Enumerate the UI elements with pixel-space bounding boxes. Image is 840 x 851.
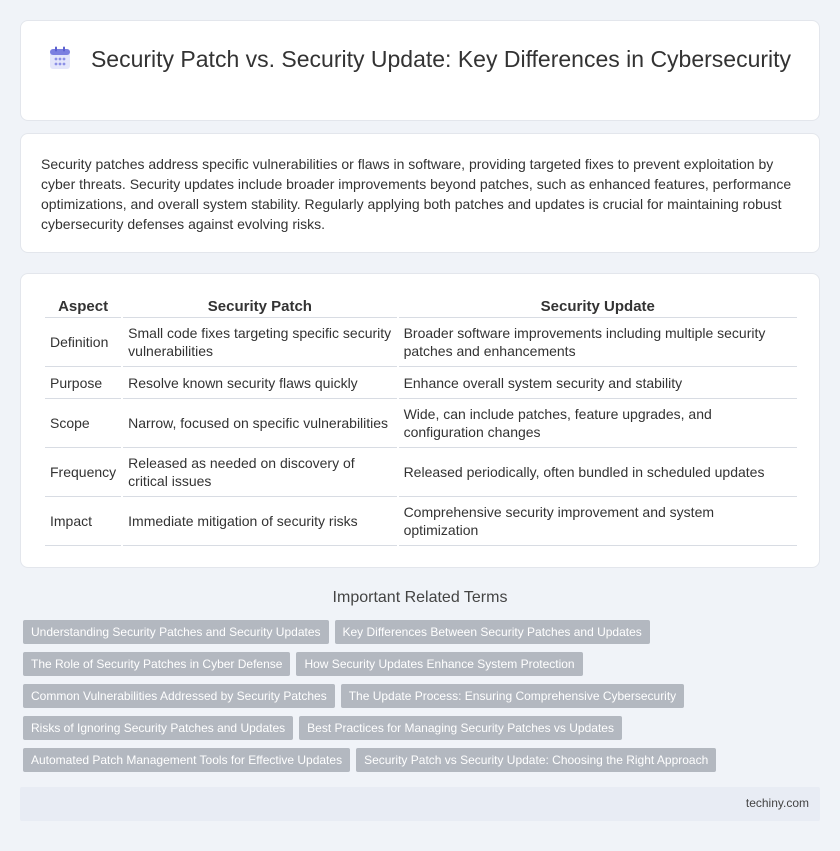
row-aspect: Impact	[45, 497, 121, 546]
row-update: Broader software improvements including multiple security patches and enhancements	[399, 318, 797, 367]
table-row	[45, 399, 797, 448]
related-term-tag[interactable]: How Security Updates Enhance System Protection	[296, 652, 582, 676]
row-patch: Narrow, focused on specific vulnerabilities	[123, 399, 396, 448]
related-term-tag[interactable]: Common Vulnerabilities Addressed by Security Patches	[23, 684, 335, 708]
table-row	[45, 318, 797, 367]
related-terms-list	[23, 620, 823, 780]
related-term-tag[interactable]: Risks of Ignoring Security Patches and Updates	[23, 716, 293, 740]
related-term-tag[interactable]: Best Practices for Managing Security Patches vs Updates	[299, 716, 622, 740]
page-title	[21, 45, 819, 74]
row-aspect: Frequency	[45, 448, 121, 497]
table-row	[45, 367, 797, 399]
header-security-update: Security Update	[399, 294, 797, 318]
related-term-tag[interactable]: The Update Process: Ensuring Comprehensive Cybersecurity	[341, 684, 684, 708]
related-term-tag[interactable]: Automated Patch Management Tools for Effective Updates	[23, 748, 350, 772]
footer	[20, 787, 820, 821]
intro-paragraph: Security patches address specific vulnerabilities or flaws in software, providing targeted fixes to prevent exploitation by cyber threats. Security updates include broader improvements beyond patches, such as enhanced features, performance optimizations, and overall system stability. Regularly applying both patches and updates is crucial for maintaining robust cybersecurity defenses against evolving risks.	[41, 156, 792, 232]
row-patch: Immediate mitigation of security risks	[123, 497, 396, 546]
row-aspect: Purpose	[45, 367, 121, 399]
header-security-patch: Security Patch	[123, 294, 396, 318]
row-update: Comprehensive security improvement and system optimization	[399, 497, 797, 546]
comparison-table	[43, 294, 799, 546]
table-row	[45, 448, 797, 497]
row-update: Released periodically, often bundled in scheduled updates	[399, 448, 797, 497]
related-term-tag[interactable]: Key Differences Between Security Patches and Updates	[335, 620, 650, 644]
calendar-icon	[49, 46, 71, 70]
row-update: Enhance overall system security and stability	[399, 367, 797, 399]
row-patch: Released as needed on discovery of critical issues	[123, 448, 396, 497]
row-aspect: Definition	[45, 318, 121, 367]
page-title-text: Security Patch vs. Security Update: Key Differences in Cybersecurity	[90, 46, 792, 72]
related-term-tag[interactable]: Security Patch vs Security Update: Choosing the Right Approach	[356, 748, 716, 772]
row-patch: Small code fixes targeting specific security vulnerabilities	[123, 318, 396, 367]
row-aspect: Scope	[45, 399, 121, 448]
header-aspect: Aspect	[45, 294, 121, 318]
title-card	[20, 20, 820, 121]
related-term-tag[interactable]: The Role of Security Patches in Cyber Defense	[23, 652, 290, 676]
table-row	[45, 497, 797, 546]
table-header-row	[45, 294, 797, 318]
comparison-card	[20, 273, 820, 568]
row-patch: Resolve known security flaws quickly	[123, 367, 396, 399]
related-terms-heading: Important Related Terms	[332, 589, 508, 606]
row-update: Wide, can include patches, feature upgrades, and configuration changes	[399, 399, 797, 448]
intro-card	[20, 133, 820, 253]
footer-site-link[interactable]: techiny.com	[745, 796, 809, 810]
related-term-tag[interactable]: Understanding Security Patches and Security Updates	[23, 620, 329, 644]
